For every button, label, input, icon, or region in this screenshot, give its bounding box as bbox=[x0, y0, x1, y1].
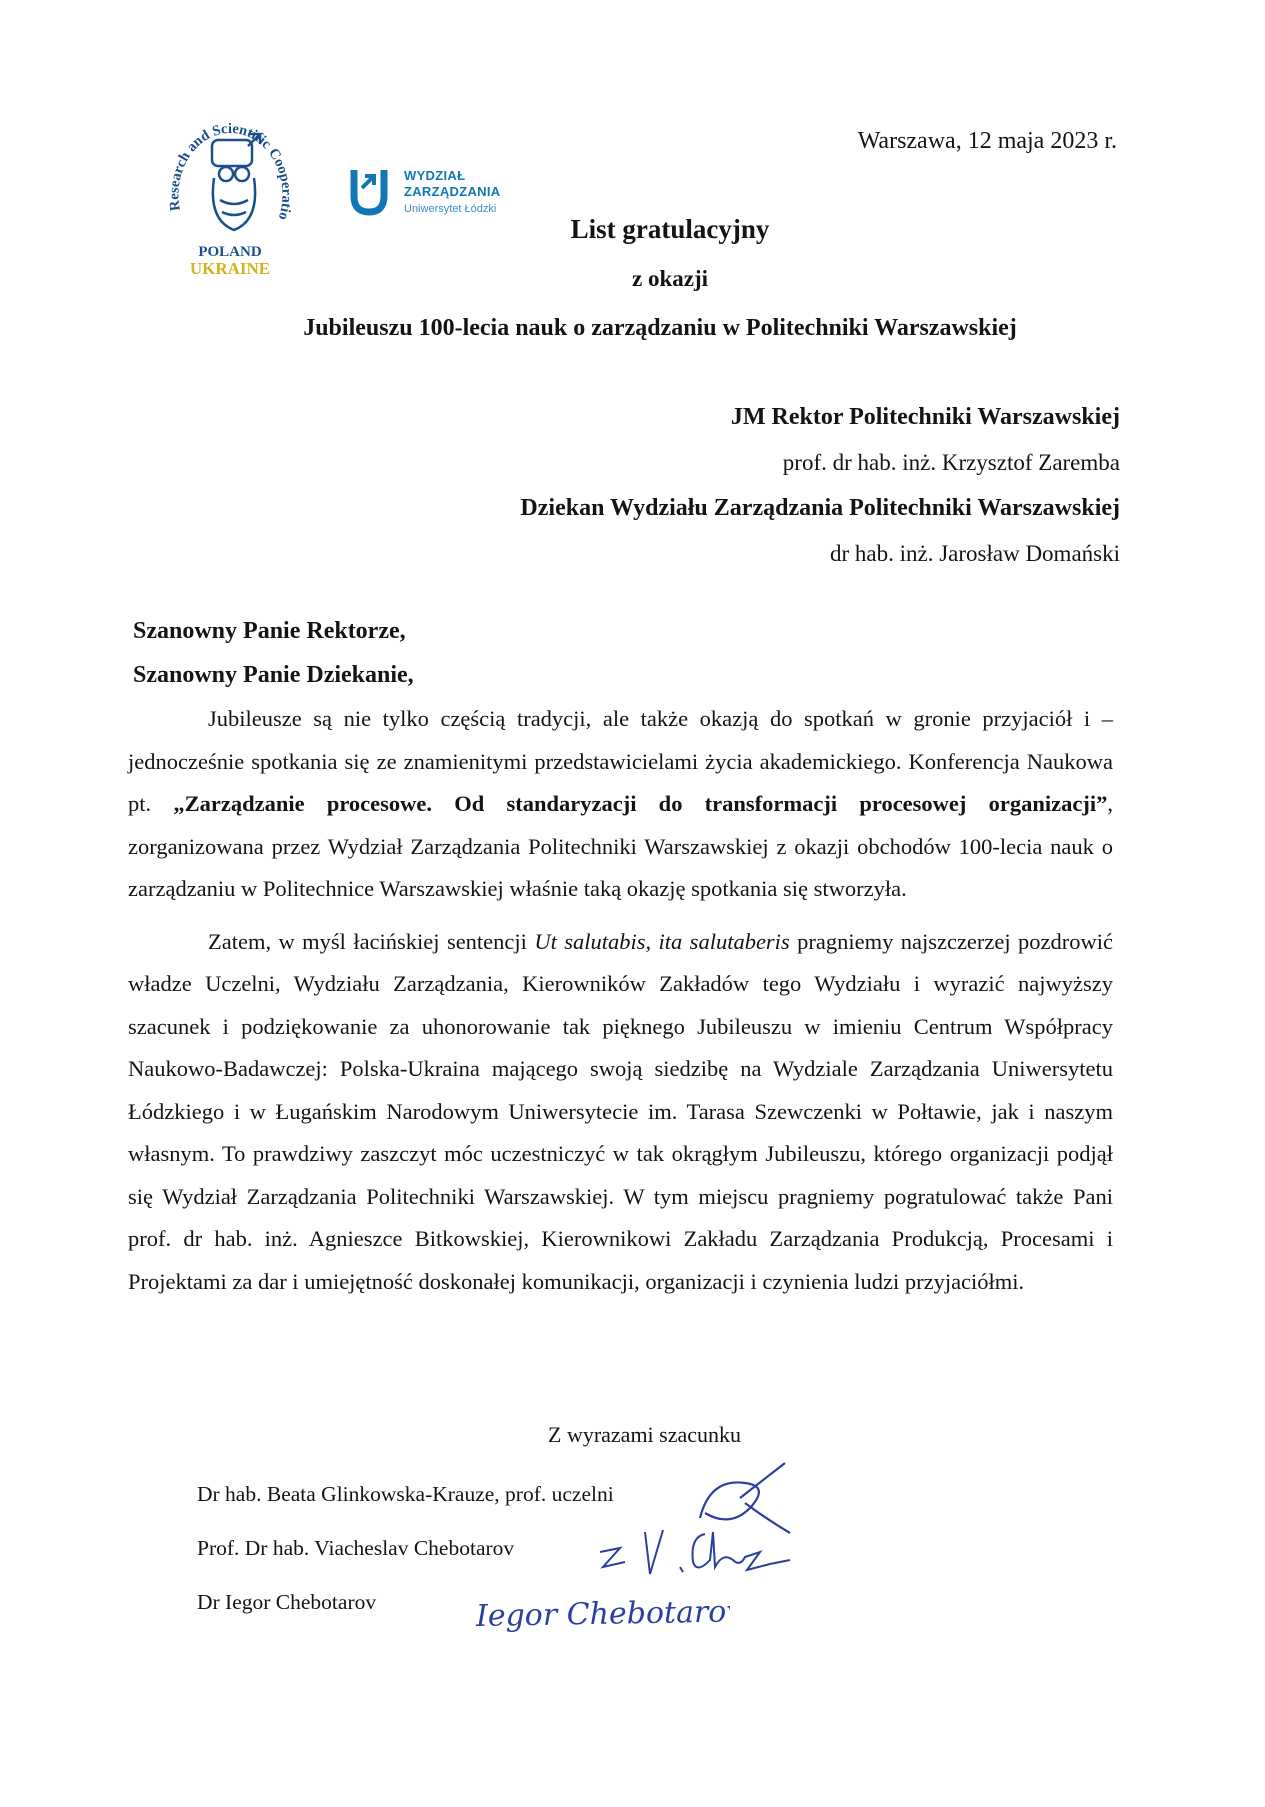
faculty-logo-line1: WYDZIAŁ bbox=[404, 168, 466, 183]
signature-3-text: Iegor Chebotarov bbox=[475, 1594, 730, 1634]
signature-3-image bbox=[470, 1578, 730, 1648]
faculty-logo-line3: Uniwersytet Łódzki bbox=[404, 203, 497, 215]
addressee-rector-title: JM Rektor Politechniki Warszawskiej bbox=[730, 404, 1120, 430]
letter-occasion: Jubileuszu 100-lecia nauk o zarządzaniu w Politechniki Warszawskiej bbox=[303, 315, 1017, 341]
faculty-logo-line2: ZARZĄDZANIA bbox=[404, 184, 501, 199]
closing-phrase: Z wyrazami szacunku bbox=[548, 1422, 742, 1447]
letter-body bbox=[128, 698, 1113, 1303]
paragraph-2 bbox=[128, 921, 1113, 1304]
paragraph-2-text-b: pragniemy najszczerzej pozdrowić władze Uczelni, Wydziału Zarządzania, Kierowników Zakładów tego Wydziału i wyrazić najwyższy szacunek i podziękowanie za uhonorowanie tak pięknego Jubileuszu w imieniu Centrum Współpracy Naukowo-Badawczej: Polska-Ukraina mającego swoją siedzibę na Wydziale Zarządzania Uniwersytetu Łódzkiego i w Ługańskim Narodowym Uniwersytecie im. Tarasa Szewczenki w Połtawie, jak i naszym własnym. To prawdziwy zaszczyt móc uczestniczyć w tak okrągłym Jubileuszu, którego organizacji podjął się Wydział Zarządzania Politechniki Warszawskiej. W tym miejscu pragniemy pogratulować także Pani prof. dr hab. inż. Agnieszce Bitkowskiej, Kierownikowi Zakładu Zarządzania Produkcją, Procesami i Projektami za dar i umiejętność doskonałej komunikacji, organizacji i czynienia ludzi przyjaciółmi. bbox=[128, 928, 1114, 1294]
letter-title: List gratulacyjny bbox=[570, 214, 770, 244]
signature-2-image bbox=[595, 1512, 795, 1582]
addressee-dean-title: Dziekan Wydziału Zarządzania Politechniki Warszawskiej bbox=[520, 495, 1120, 521]
faculty-logo-mark-icon bbox=[348, 166, 390, 218]
addressee-rector-name: prof. dr hab. inż. Krzysztof Zaremba bbox=[782, 450, 1120, 475]
letter-date: Warszawa, 12 maja 2023 r. bbox=[857, 128, 1117, 154]
signer-1: Dr hab. Beata Glinkowska-Krauze, prof. uczelni bbox=[197, 1482, 614, 1506]
research-center-logo bbox=[160, 90, 300, 285]
letter-subtitle: z okazji bbox=[631, 266, 708, 291]
logo-country-ukraine: UKRAINE bbox=[189, 259, 271, 278]
latin-sentence: Ut salutabis, ita salutaberis bbox=[534, 928, 790, 954]
logo-country-poland: POLAND bbox=[198, 244, 262, 260]
paragraph-1 bbox=[128, 698, 1113, 911]
signer-2: Prof. Dr hab. Viacheslav Chebotarov bbox=[197, 1536, 515, 1560]
paragraph-1-text-a: Jubileusze są nie tylko częścią tradycji, ale także okazją do spotkań w gronie przyjaciół i – jednocześnie spotkania się ze znamienitymi przedstawicielami życia akademickiego. Konferencja Naukowa pt. bbox=[128, 706, 1113, 816]
paragraph-1-text-b: , zorganizowana przez Wydział Zarządzania Politechniki Warszawskiej z okazji obchodów 100-lecia nauk o zarządzaniu w Politechnice Warszawskiej właśnie taką okazję spotkania się stworzyła. bbox=[128, 791, 1113, 901]
signer-3: Dr Iegor Chebotarov bbox=[197, 1590, 377, 1614]
conference-title: „Zarządzanie procesowe. Od standaryzacji do transformacji procesowej organizacji” bbox=[173, 791, 1108, 816]
salutation-rector: Szanowny Panie Rektorze, bbox=[133, 618, 406, 644]
signature-3-drawing bbox=[470, 1578, 730, 1648]
logo-ring-text: Research and Scientific Cooperatio bbox=[166, 120, 295, 222]
paragraph-2-text-a: Zatem, w myśl łacińskiej sentencji bbox=[208, 928, 535, 954]
addressee-dean-name: dr hab. inż. Jarosław Domański bbox=[830, 541, 1120, 566]
salutation-dean: Szanowny Panie Dziekanie, bbox=[133, 662, 414, 688]
